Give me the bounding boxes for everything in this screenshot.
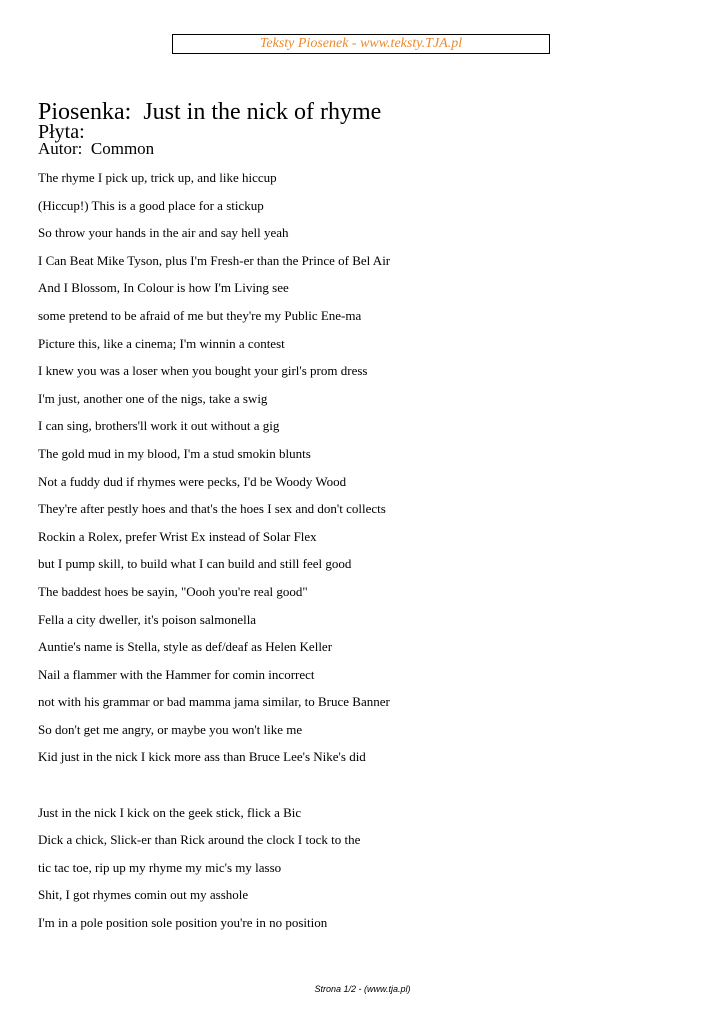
lyric-line: Auntie's name is Stella, style as def/deaf as Helen Keller xyxy=(38,639,333,655)
lyric-line: And I Blossom, In Colour is how I'm Living see xyxy=(38,280,289,296)
lyric-line: Kid just in the nick I kick more ass than Bruce Lee's Nike's did xyxy=(38,749,366,765)
lyric-line: The baddest hoes be sayin, "Oooh you're real good" xyxy=(38,583,308,599)
lyric-line: Dick a chick, Slick-er than Rick around the clock I tock to the xyxy=(38,832,361,848)
lyric-line: tic tac toe, rip up my rhyme my mic's my lasso xyxy=(38,859,282,875)
author-line xyxy=(38,139,154,159)
lyric-line: The gold mud in my blood, I'm a stud smokin blunts xyxy=(38,445,311,461)
lyrics-body xyxy=(38,170,698,943)
album-label: Płyta: xyxy=(38,121,85,143)
lyric-line: I can sing, brothers'll work it out without a gig xyxy=(38,418,280,434)
lyric-line: but I pump skill, to build what I can build and still feel good xyxy=(38,556,352,572)
page-footer xyxy=(0,983,725,995)
site-banner-text: Teksty Piosenek - www.teksty.TJA.pl xyxy=(259,36,463,51)
lyric-line: I knew you was a loser when you bought your girl's prom dress xyxy=(38,363,368,379)
lyric-line: Shit, I got rhymes comin out my asshole xyxy=(38,887,249,903)
lyric-line: They're after pestly hoes and that's the hoes I sex and don't collects xyxy=(38,501,386,517)
lyric-line: So don't get me angry, or maybe you won't like me xyxy=(38,721,303,737)
lyric-line: Nail a flammer with the Hammer for comin incorrect xyxy=(38,666,315,682)
lyric-line: So throw your hands in the air and say hell yeah xyxy=(38,225,289,241)
author-label: Autor: xyxy=(38,139,83,158)
lyric-line: The rhyme I pick up, trick up, and like hiccup xyxy=(38,170,277,185)
song-title-label: Piosenka: xyxy=(38,99,132,125)
lyric-line: Picture this, like a cinema; I'm winnin a contest xyxy=(38,335,285,351)
lyric-line: Not a fuddy dud if rhymes were pecks, I'd be Woody Wood xyxy=(38,473,347,489)
lyric-line: Rockin a Rolex, prefer Wrist Ex instead of Solar Flex xyxy=(38,528,317,544)
author-value: Common xyxy=(90,139,155,158)
stanza-break xyxy=(38,777,698,805)
site-banner xyxy=(172,34,550,54)
lyric-line: I'm just, another one of the nigs, take a swig xyxy=(38,390,268,406)
song-title-value: Just in the nick of rhyme xyxy=(143,99,382,125)
lyric-line: Just in the nick I kick on the geek stick, flick a Bic xyxy=(38,804,302,820)
lyric-line: (Hiccup!) This is a good place for a stickup xyxy=(38,197,264,213)
lyric-line: I Can Beat Mike Tyson, plus I'm Fresh-er than the Prince of Bel Air xyxy=(38,252,391,268)
lyric-line: not with his grammar or bad mamma jama similar, to Bruce Banner xyxy=(38,694,390,710)
lyric-line: some pretend to be afraid of me but they're my Public Ene-ma xyxy=(38,307,362,323)
lyric-line: Fella a city dweller, it's poison salmonella xyxy=(38,611,257,627)
page-number: Strona 1/2 - (www.tja.pl) xyxy=(314,984,411,994)
lyric-line: I'm in a pole position sole position you're in no position xyxy=(38,915,328,931)
